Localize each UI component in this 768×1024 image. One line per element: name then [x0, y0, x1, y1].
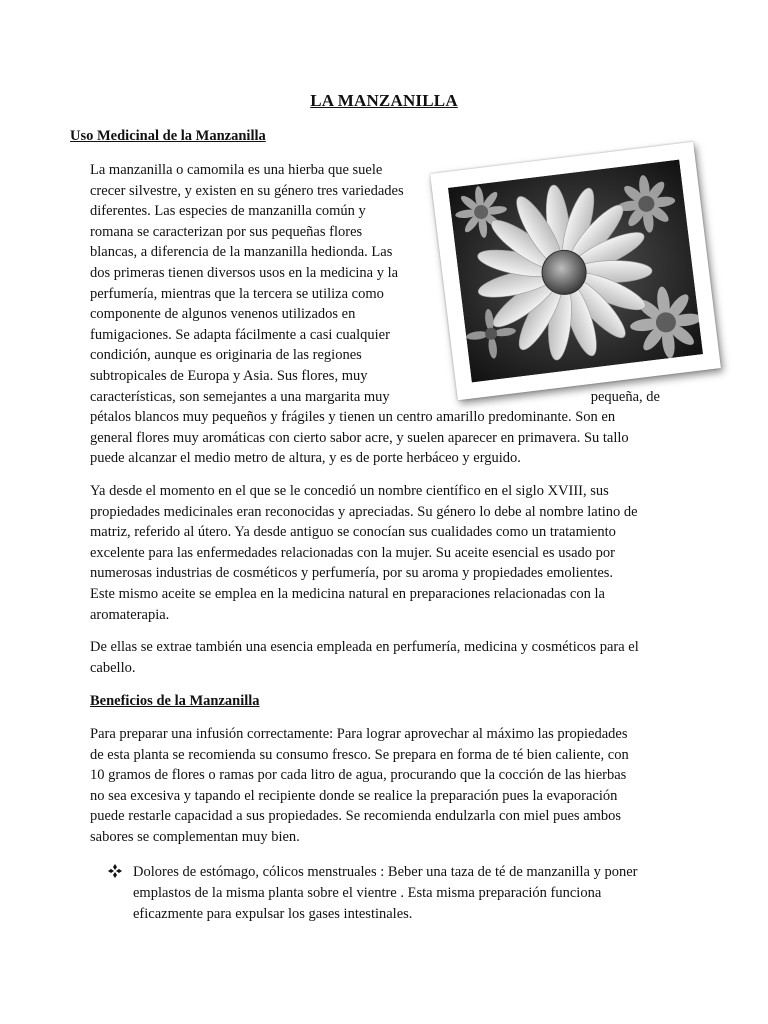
- document-title: LA MANZANILLA: [310, 91, 458, 110]
- paragraph-line: romana se caracterizan por sus pequeñas flores: [90, 223, 363, 240]
- paragraph-line: Ya desde el momento en el que se le concedió un nombre científico en el siglo XVIII, sus: [90, 483, 609, 499]
- paragraph-split-line: [90, 387, 660, 408]
- chamomile-flower-photo: [448, 160, 703, 383]
- paragraph-line: 10 gramos de flores o ramas por cada litro de agua, procurando que la cocción de las hierbas: [90, 767, 627, 784]
- paragraph-line: La manzanilla o camomila es una hierba que suele: [90, 162, 383, 178]
- paragraph-line: excelente para las enfermedades relacionadas con la mujer. Su aceite esencial es usado por: [90, 544, 615, 561]
- paragraph-line: de esta planta se recomienda su consumo fresco. Se prepara en forma de té bien caliente, con: [90, 746, 629, 763]
- paragraph-essence: [90, 637, 675, 678]
- paragraph-line: diferentes. Las especies de manzanilla común y: [90, 203, 366, 220]
- paragraph-line: cabello.: [90, 659, 136, 676]
- bullet-text: [133, 862, 668, 925]
- paragraph-line: perfumería, mientras que la tercera se utiliza como: [90, 285, 384, 302]
- paragraph-line: dos primeras tienen diversos usos en la medicina y la: [90, 264, 399, 281]
- section-heading-beneficios: Beneficios de la Manzanilla: [90, 693, 260, 709]
- paragraph-line: Para preparar una infusión correctamente: Para lograr aprovechar al máximo las propiedades: [90, 726, 628, 742]
- paragraph-line: pétalos blancos muy pequeños y frágiles y tienen un centro amarillo predominante. Son en: [90, 409, 616, 426]
- paragraph-line: fumigaciones. Se adapta fácilmente a casi cualquier: [90, 326, 390, 343]
- paragraph-line: De ellas se extrae también una esencia empleada en perfumería, medicina y cosméticos para el: [90, 639, 639, 655]
- paragraph-line: Este mismo aceite se emplea en la medicina natural en preparaciones relacionadas con la: [90, 585, 605, 602]
- paragraph-line: subtropicales de Europa y Asia. Sus flores, muy: [90, 367, 368, 384]
- diamond-bullet-icon: [108, 864, 122, 878]
- paragraph-line: general flores muy aromáticas con cierto sabor acre, y suelen aparecer en primavera. Su tallo: [90, 429, 629, 446]
- paragraph-line: propiedades medicinales eran reconocidas y apreciadas. Su género lo debe al nombre latino de: [90, 503, 638, 520]
- section-heading-uso-medicinal: Uso Medicinal de la Manzanilla: [70, 128, 266, 144]
- paragraph-line: crecer silvestre, y existen en su género tres variedades: [90, 182, 404, 199]
- paragraph-line: numerosas industrias de cosméticos y perfumería, por su aroma y propiedades emolientes.: [90, 565, 614, 582]
- chamomile-photo-frame: [430, 142, 721, 401]
- paragraph-line: aromaterapia.: [90, 606, 170, 623]
- paragraph-line-right: pequeña, de: [590, 388, 660, 405]
- paragraph-line: puede restarle capacidad a sus propiedades. Se recomienda endulzarla con miel pues ambos: [90, 808, 622, 825]
- bullet-line: emplastos de la misma planta sobre el vientre . Esta misma preparación funciona: [133, 885, 602, 901]
- paragraph-line: blancas, a diferencia de la manzanilla hedionda. Las: [90, 244, 393, 261]
- paragraph-infusion: [90, 724, 675, 848]
- paragraph-history: [90, 481, 675, 625]
- bullet-line: Dolores de estómago, cólicos menstruales : Beber una taza de té de manzanilla y poner: [133, 864, 638, 880]
- paragraph-line: no sea excesiva y tapando el recipiente donde se realice la preparación pues la evaporación: [90, 787, 618, 804]
- bullet-line: eficazmente para expulsar los gases intestinales.: [133, 906, 413, 922]
- paragraph-line: matriz, referido al útero. Ya desde antiguo se conocían sus cualidades como un tratamiento: [90, 524, 616, 541]
- paragraph-line-left: características, son semejantes a una margarita muy: [90, 388, 390, 405]
- paragraph-line: puede alcanzar el medio metro de altura, y es de porte herbáceo y erguido.: [90, 450, 521, 467]
- paragraph-line: condición, aunque es originaria de las regiones: [90, 347, 362, 364]
- paragraph-line: componente de algunos venenos utilizados en: [90, 306, 356, 323]
- paragraph-line: sabores se complementan muy bien.: [90, 828, 300, 845]
